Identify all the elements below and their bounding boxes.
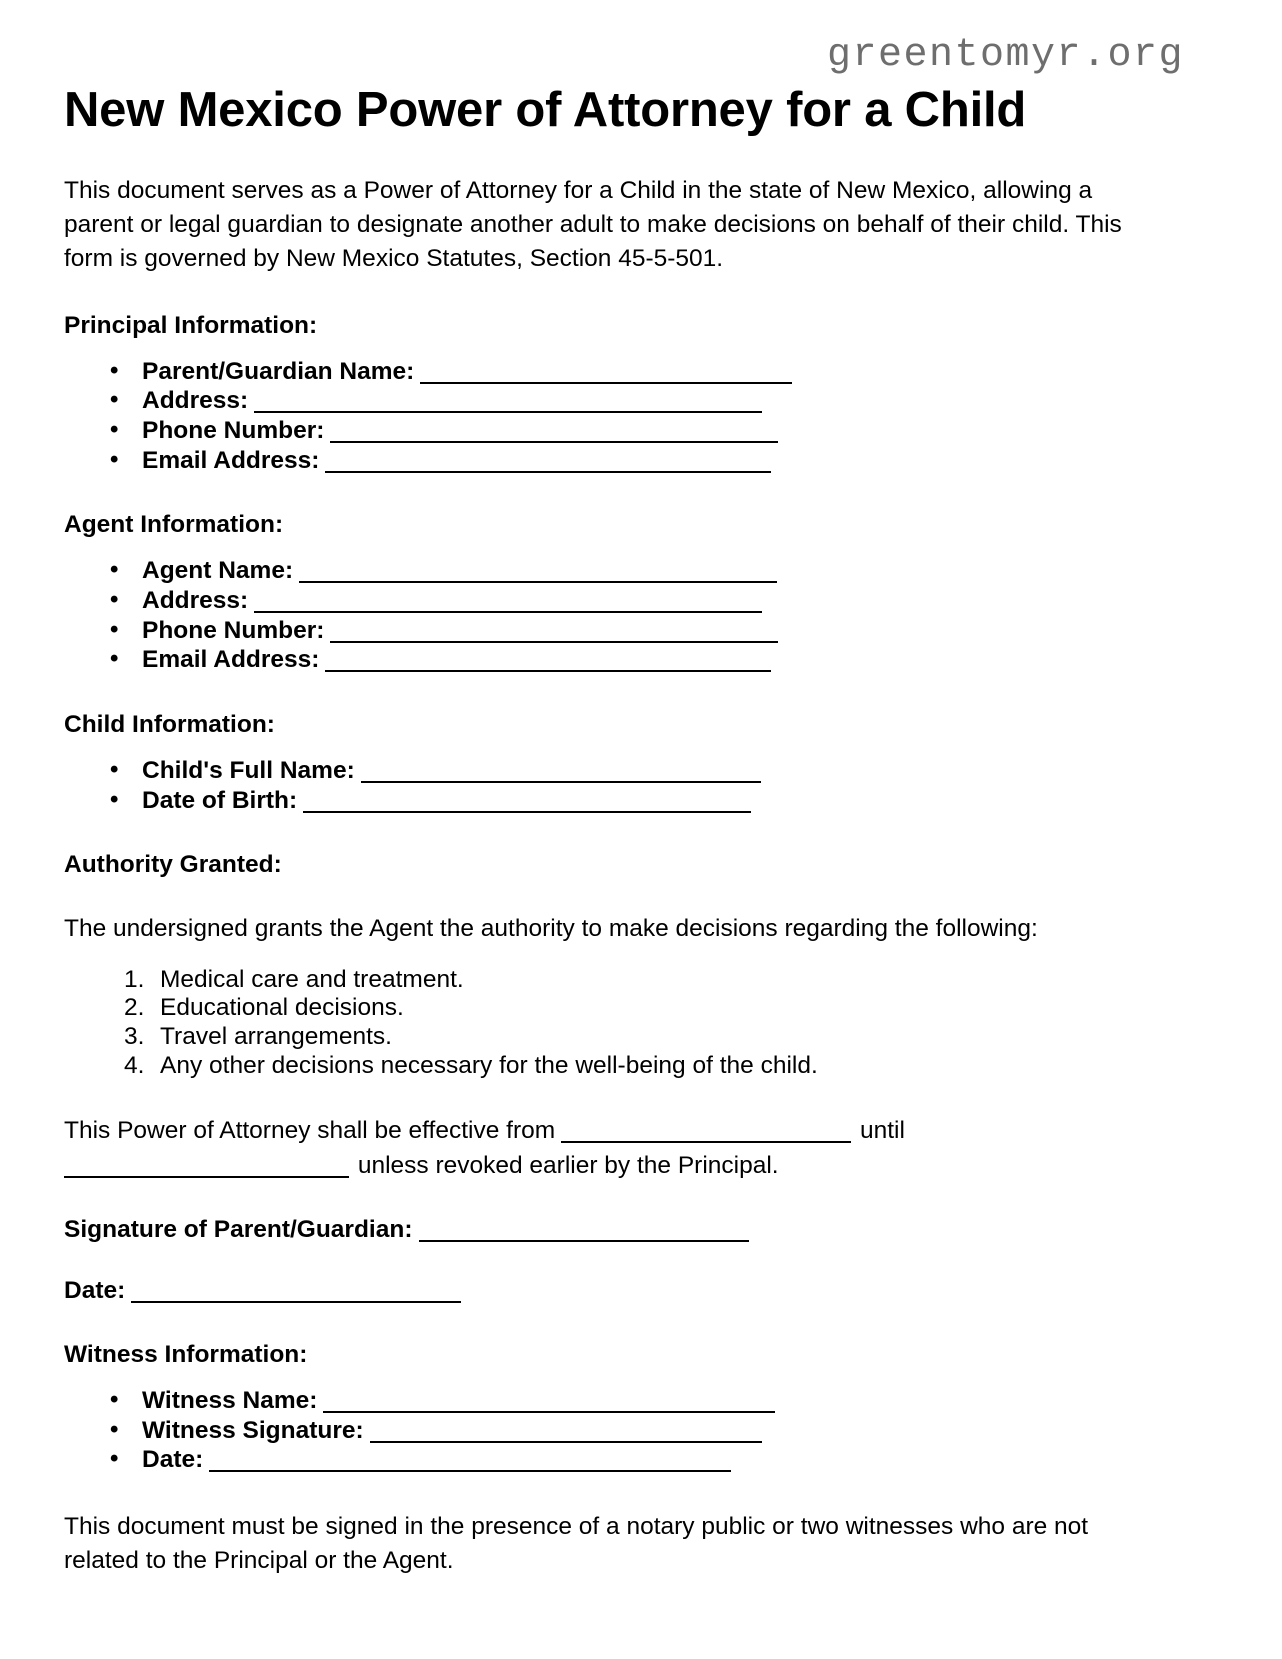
section-heading-principal: Principal Information: <box>64 311 318 339</box>
section-heading-witness: Witness Information: <box>64 1340 308 1368</box>
fill-in-blank[interactable] <box>254 411 762 413</box>
field-label: Witness Name: <box>142 1386 318 1414</box>
list-item <box>142 387 1218 417</box>
effective-text-part1: This Power of Attorney shall be effective from <box>64 1117 556 1145</box>
fill-in-blank[interactable] <box>299 581 777 583</box>
list-item <box>142 1387 1218 1417</box>
notary-notice-paragraph: This document must be signed in the presence of a notary public or two witnesses who are not related to the Principal or the Agent. <box>64 1512 1089 1575</box>
field-label: Date: <box>142 1446 204 1474</box>
signature-date-line <box>64 1244 1218 1305</box>
fill-in-blank[interactable] <box>361 781 761 783</box>
witness-field-list <box>64 1371 1218 1476</box>
effective-text-part3: unless revoked earlier by the Principal. <box>357 1151 779 1179</box>
field-label: Date of Birth: <box>142 786 298 814</box>
section-heading-child: Child Information: <box>64 711 275 739</box>
date-label: Date: <box>64 1277 126 1305</box>
field-label: Phone Number: <box>142 616 325 644</box>
field-label: Child's Full Name: <box>142 757 355 785</box>
field-label: Address: <box>142 587 249 615</box>
signature-label: Signature of Parent/Guardian: <box>64 1216 413 1244</box>
fill-in-blank[interactable] <box>330 441 778 443</box>
effective-text-part2: until <box>859 1117 905 1145</box>
field-label: Email Address: <box>142 446 320 474</box>
field-label: Address: <box>142 387 249 415</box>
field-label: Phone Number: <box>142 417 325 445</box>
authority-granted-list <box>64 946 1218 1081</box>
list-item <box>142 1417 1218 1447</box>
principal-field-list <box>64 342 1218 477</box>
list-item <box>142 617 1218 647</box>
list-item <box>142 757 1218 787</box>
list-item <box>142 447 1218 477</box>
field-label: Agent Name: <box>142 557 294 585</box>
list-item: Educational decisions. <box>160 994 404 1022</box>
fill-in-blank[interactable] <box>303 811 751 813</box>
list-item: Any other decisions necessary for the well-being of the child. <box>160 1051 818 1079</box>
agent-field-list <box>64 541 1218 676</box>
authority-intro-paragraph: The undersigned grants the Agent the authority to make decisions regarding the following: <box>64 914 1038 942</box>
fill-in-blank[interactable] <box>330 641 778 643</box>
fill-in-blank[interactable] <box>323 1411 775 1413</box>
list-item <box>142 417 1218 447</box>
effective-until-blank[interactable] <box>64 1176 349 1178</box>
field-label: Email Address: <box>142 646 320 674</box>
list-item: Medical care and treatment. <box>160 965 464 993</box>
section-heading-agent: Agent Information: <box>64 511 284 539</box>
fill-in-blank[interactable] <box>209 1470 731 1472</box>
list-item: Travel arrangements. <box>160 1023 392 1051</box>
child-field-list <box>64 741 1218 816</box>
site-watermark: greentomyr.org <box>826 33 1184 78</box>
effective-period-paragraph <box>64 1080 1154 1183</box>
list-item <box>142 787 1218 817</box>
intro-paragraph: This document serves as a Power of Attorney for a Child in the state of New Mexico, allowing a parent or legal guardian to designate another adult to make decisions on behalf of their child. This form is governed by New Mexico Statutes, Section 45-5-501. <box>64 176 1122 273</box>
fill-in-blank[interactable] <box>325 471 771 473</box>
list-item <box>142 358 1218 388</box>
field-label: Witness Signature: <box>142 1416 364 1444</box>
fill-in-blank[interactable] <box>370 1441 762 1443</box>
fill-in-blank[interactable] <box>254 611 762 613</box>
parent-signature-blank[interactable] <box>419 1240 749 1242</box>
section-heading-authority: Authority Granted: <box>64 851 282 879</box>
fill-in-blank[interactable] <box>325 670 771 672</box>
parent-signature-line <box>64 1183 1218 1244</box>
list-item <box>142 646 1218 676</box>
effective-from-blank[interactable] <box>561 1141 851 1143</box>
field-label: Parent/Guardian Name: <box>142 357 415 385</box>
list-item <box>142 1446 1218 1476</box>
page-title: New Mexico Power of Attorney for a Child <box>64 83 1027 137</box>
list-item <box>142 587 1218 617</box>
list-item <box>142 557 1218 587</box>
signature-date-blank[interactable] <box>131 1301 461 1303</box>
fill-in-blank[interactable] <box>420 382 792 384</box>
